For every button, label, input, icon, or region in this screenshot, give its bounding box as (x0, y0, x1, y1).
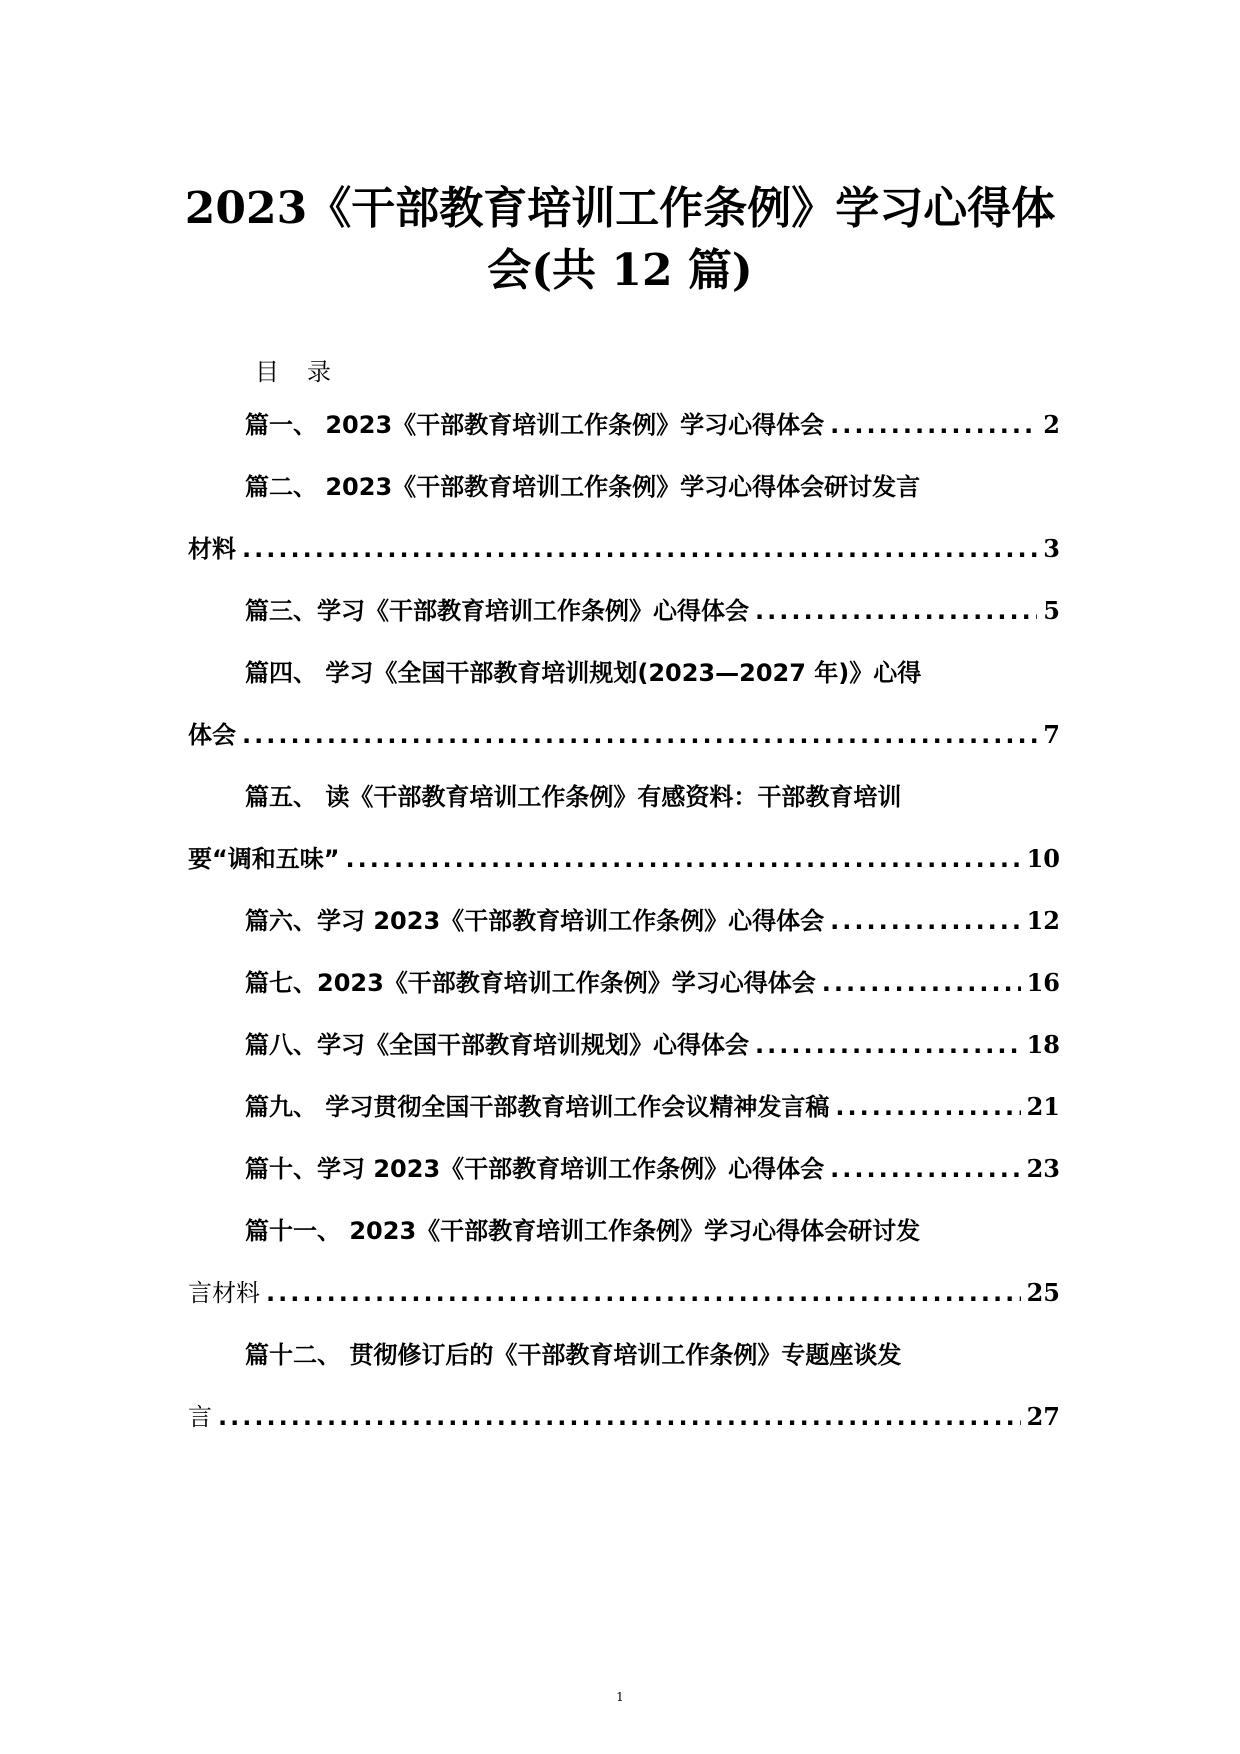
toc-entry-label: 篇二、 2023《干部教育培训工作条例》学习心得体会研讨发言 (245, 473, 921, 501)
toc-entry-page: 21 (1026, 1092, 1060, 1121)
toc-heading: 目录 (255, 358, 359, 386)
toc-entry-4-line2[interactable] (188, 718, 1060, 752)
toc-entry-label: 篇一、 2023《干部教育培训工作条例》学习心得体会 (245, 411, 825, 439)
toc-leader (218, 1400, 1021, 1434)
toc-entry-3[interactable] (245, 594, 1060, 628)
toc-leader (755, 1028, 1021, 1062)
toc-entry-page: 25 (1026, 1278, 1060, 1307)
page-number: 1 (616, 1690, 624, 1704)
toc-entry-4-line1[interactable] (245, 656, 1060, 690)
toc-entry-label: 篇十、学习 2023《干部教育培训工作条例》心得体会 (245, 1155, 825, 1183)
toc-entry-page: 3 (1043, 534, 1060, 563)
toc-entry-8[interactable] (245, 1028, 1060, 1062)
toc-entry-page: 5 (1043, 596, 1060, 625)
toc-entry-10[interactable] (245, 1152, 1060, 1186)
toc-entry-page: 10 (1026, 844, 1060, 873)
toc-entry-label: 篇七、2023《干部教育培训工作条例》学习心得体会 (245, 969, 816, 997)
toc-entry-label-cont: 要“调和五味” (188, 845, 340, 873)
toc-entry-page: 7 (1043, 720, 1060, 749)
toc-leader (346, 842, 1021, 876)
toc-entry-page: 23 (1026, 1154, 1060, 1183)
toc-entry-label: 篇十二、 贯彻修订后的《干部教育培训工作条例》专题座谈发 (245, 1341, 902, 1369)
toc-entry-page: 2 (1043, 410, 1060, 439)
toc-entry-12-line1[interactable] (245, 1338, 1060, 1372)
toc-entry-label-cont: 言 (188, 1403, 212, 1431)
toc-leader (266, 1276, 1021, 1310)
toc-entry-label: 篇八、学习《全国干部教育培训规划》心得体会 (245, 1031, 749, 1059)
toc-entry-label: 篇五、 读《干部教育培训工作条例》有感资料：干部教育培训 (245, 783, 902, 811)
toc-entry-11-line1[interactable] (245, 1214, 1060, 1248)
toc-leader (830, 904, 1020, 938)
toc-entry-page: 16 (1026, 968, 1060, 997)
toc-entry-5-line1[interactable] (245, 780, 1060, 814)
toc-entry-11-line2[interactable] (188, 1276, 1060, 1310)
toc-entry-1[interactable] (245, 408, 1060, 442)
toc-entry-label: 篇四、 学习《全国干部教育培训规划(2023—2027 年)》心得 (245, 659, 922, 687)
toc-leader (242, 718, 1037, 752)
toc-leader (830, 408, 1037, 442)
toc-entry-page: 12 (1026, 906, 1060, 935)
title-line-1: 2023《干部教育培训工作条例》学习心得体 (184, 183, 1056, 234)
toc-entry-label-cont: 材料 (188, 535, 236, 563)
toc-leader (242, 532, 1037, 566)
toc-leader (830, 1152, 1020, 1186)
toc-entry-label: 篇十一、 2023《干部教育培训工作条例》学习心得体会研讨发 (245, 1217, 921, 1245)
toc-entry-label: 篇九、 学习贯彻全国干部教育培训工作会议精神发言稿 (245, 1093, 830, 1121)
toc-entry-page: 18 (1026, 1030, 1060, 1059)
toc-entry-7[interactable] (245, 966, 1060, 1000)
toc-leader (755, 594, 1037, 628)
toc-leader (822, 966, 1021, 1000)
toc-entry-label: 篇六、学习 2023《干部教育培训工作条例》心得体会 (245, 907, 825, 935)
toc-entry-label-cont: 言材料 (188, 1279, 260, 1307)
toc-entry-label: 篇三、学习《干部教育培训工作条例》心得体会 (245, 597, 749, 625)
toc-entry-2-line2[interactable] (188, 532, 1060, 566)
title-line-2: 会(共 12 篇) (487, 245, 753, 296)
toc-entry-2-line1[interactable] (245, 470, 1060, 504)
toc-entry-9[interactable] (245, 1090, 1060, 1124)
toc-entry-5-line2[interactable] (188, 842, 1060, 876)
document-title (170, 178, 1070, 302)
toc-entry-label-cont: 体会 (188, 721, 236, 749)
toc-entry-12-line2[interactable] (188, 1400, 1060, 1434)
toc-entry-page: 27 (1026, 1402, 1060, 1431)
toc-entry-6[interactable] (245, 904, 1060, 938)
toc-leader (835, 1090, 1020, 1124)
